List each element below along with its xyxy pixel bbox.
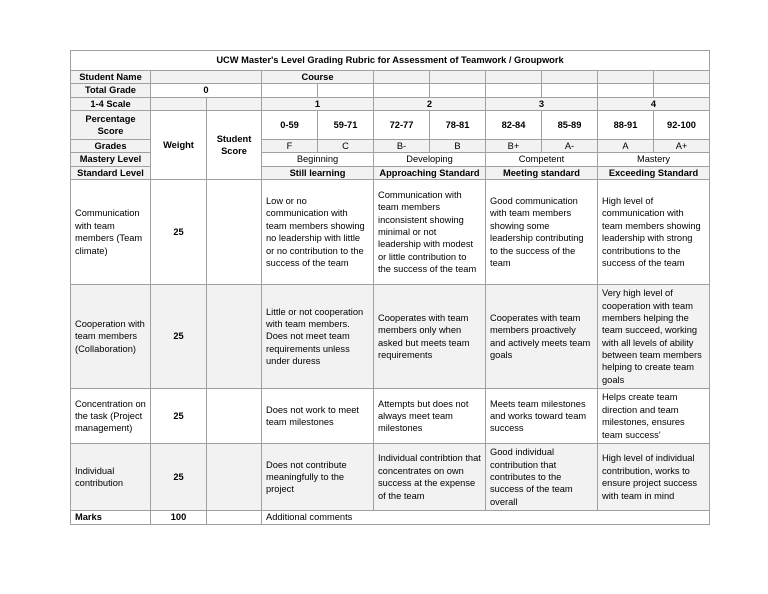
criterion-level-description: High level of communication with team members showing leadership with strong contributions to the success of the team [598,180,710,285]
mastery-level-label: Mastery Level [71,153,151,166]
standard-cell: Still learning [262,166,374,179]
criterion-level-description: Little or not cooperation with team members. Does not meet team requirements unless under duress [262,285,374,389]
criterion-level-description: Very high level of cooperation with team members helping the team succeed, working with all levels of ability between team members helping to create team goals [598,285,710,389]
standard-cell: Exceeding Standard [598,166,710,179]
grade-cell: C [318,140,374,153]
criterion-row [71,444,710,511]
percentage-cell: 88-91 [598,111,654,140]
criterion-score[interactable] [207,180,262,285]
course-value-1[interactable] [374,71,430,84]
title-row [71,51,710,71]
total-grade-label: Total Grade [71,84,151,97]
standard-level-label: Standard Level [71,166,151,179]
scale-3: 3 [486,97,598,110]
standard-cell: Meeting standard [486,166,598,179]
grade-cell: A- [542,140,598,153]
percentage-cell: 92-100 [654,111,710,140]
scale-2: 2 [374,97,486,110]
criterion-level-description: Cooperates with team members only when asked but meets team requirements [374,285,486,389]
criterion-score[interactable] [207,389,262,444]
criterion-level-description: Does not contribute meaningfully to the project [262,444,374,511]
criterion-level-description: Good communication with team members showing some leadership contributing to the success of the team [486,180,598,285]
grades-label: Grades [71,140,151,153]
grading-rubric-table [70,50,710,525]
criterion-weight: 25 [151,285,207,389]
course-value-4[interactable] [542,71,598,84]
percentage-cell: 78-81 [430,111,486,140]
course-value-5[interactable] [598,71,654,84]
weight-header: Weight [151,111,207,180]
rubric-title: UCW Master's Level Grading Rubric for Assessment of Teamwork / Groupwork [71,51,710,71]
additional-comments-field[interactable]: Additional comments [262,511,710,524]
criterion-level-description: Low or no communication with team members showing no leadership with little or no contribution to the success of the team [262,180,374,285]
marks-total: 100 [151,511,207,524]
percentage-cell: 82-84 [486,111,542,140]
percentage-cell: 72-77 [374,111,430,140]
mastery-cell: Competent [486,153,598,166]
criterion-row [71,180,710,285]
criterion-level-description: Helps create team direction and team milestones, ensures team success' [598,389,710,444]
criterion-row [71,389,710,444]
student-name-value[interactable] [151,71,262,84]
total-grade-value: 0 [151,84,262,97]
percentage-score-label: Percentage Score [71,111,151,140]
scale-row [71,97,710,110]
mastery-cell: Beginning [262,153,374,166]
criterion-weight: 25 [151,444,207,511]
criterion-row [71,285,710,389]
criterion-name: Concentration on the task (Project management) [71,389,151,444]
mastery-cell: Mastery [598,153,710,166]
grade-cell: B+ [486,140,542,153]
course-value-2[interactable] [430,71,486,84]
percentage-cell: 85-89 [542,111,598,140]
percentage-row [71,111,710,140]
criterion-level-description: Meets team milestones and works toward team success [486,389,598,444]
criterion-name: Cooperation with team members (Collaboration) [71,285,151,389]
criterion-level-description: High level of individual contribution, works to ensure project success with team in mind [598,444,710,511]
course-value-3[interactable] [486,71,542,84]
student-score-header: Student Score [207,111,262,180]
course-value-6[interactable] [654,71,710,84]
criterion-name: Individual contribution [71,444,151,511]
grade-cell: A [598,140,654,153]
grade-cell: F [262,140,318,153]
criterion-score[interactable] [207,285,262,389]
marks-row [71,511,710,524]
grade-cell: B [430,140,486,153]
grade-cell: A+ [654,140,710,153]
scale-1: 1 [262,97,374,110]
total-grade-row [71,84,710,97]
student-name-label: Student Name [71,71,151,84]
criterion-weight: 25 [151,389,207,444]
mastery-cell: Developing [374,153,486,166]
criterion-level-description: Communication with team members inconsistent showing minimal or not leadership with modest or little contribution to the success of the team [374,180,486,285]
percentage-cell: 59-71 [318,111,374,140]
course-label: Course [262,71,374,84]
criterion-level-description: Individual contribtion that concentrates on own success at the expense of the team [374,444,486,511]
scale-4: 4 [598,97,710,110]
scale-label: 1-4 Scale [71,97,151,110]
criterion-level-description: Good individual contribution that contributes to the success of the team overall [486,444,598,511]
criterion-weight: 25 [151,180,207,285]
criterion-name: Communication with team members (Team climate) [71,180,151,285]
student-name-row [71,71,710,84]
standard-cell: Approaching Standard [374,166,486,179]
marks-label: Marks [71,511,151,524]
percentage-cell: 0-59 [262,111,318,140]
grade-cell: B- [374,140,430,153]
criterion-score[interactable] [207,444,262,511]
marks-score[interactable] [207,511,262,524]
criterion-level-description: Does not work to meet team milestones [262,389,374,444]
criterion-level-description: Cooperates with team members proactively and actively meets team goals [486,285,598,389]
criterion-level-description: Attempts but does not always meet team milestones [374,389,486,444]
